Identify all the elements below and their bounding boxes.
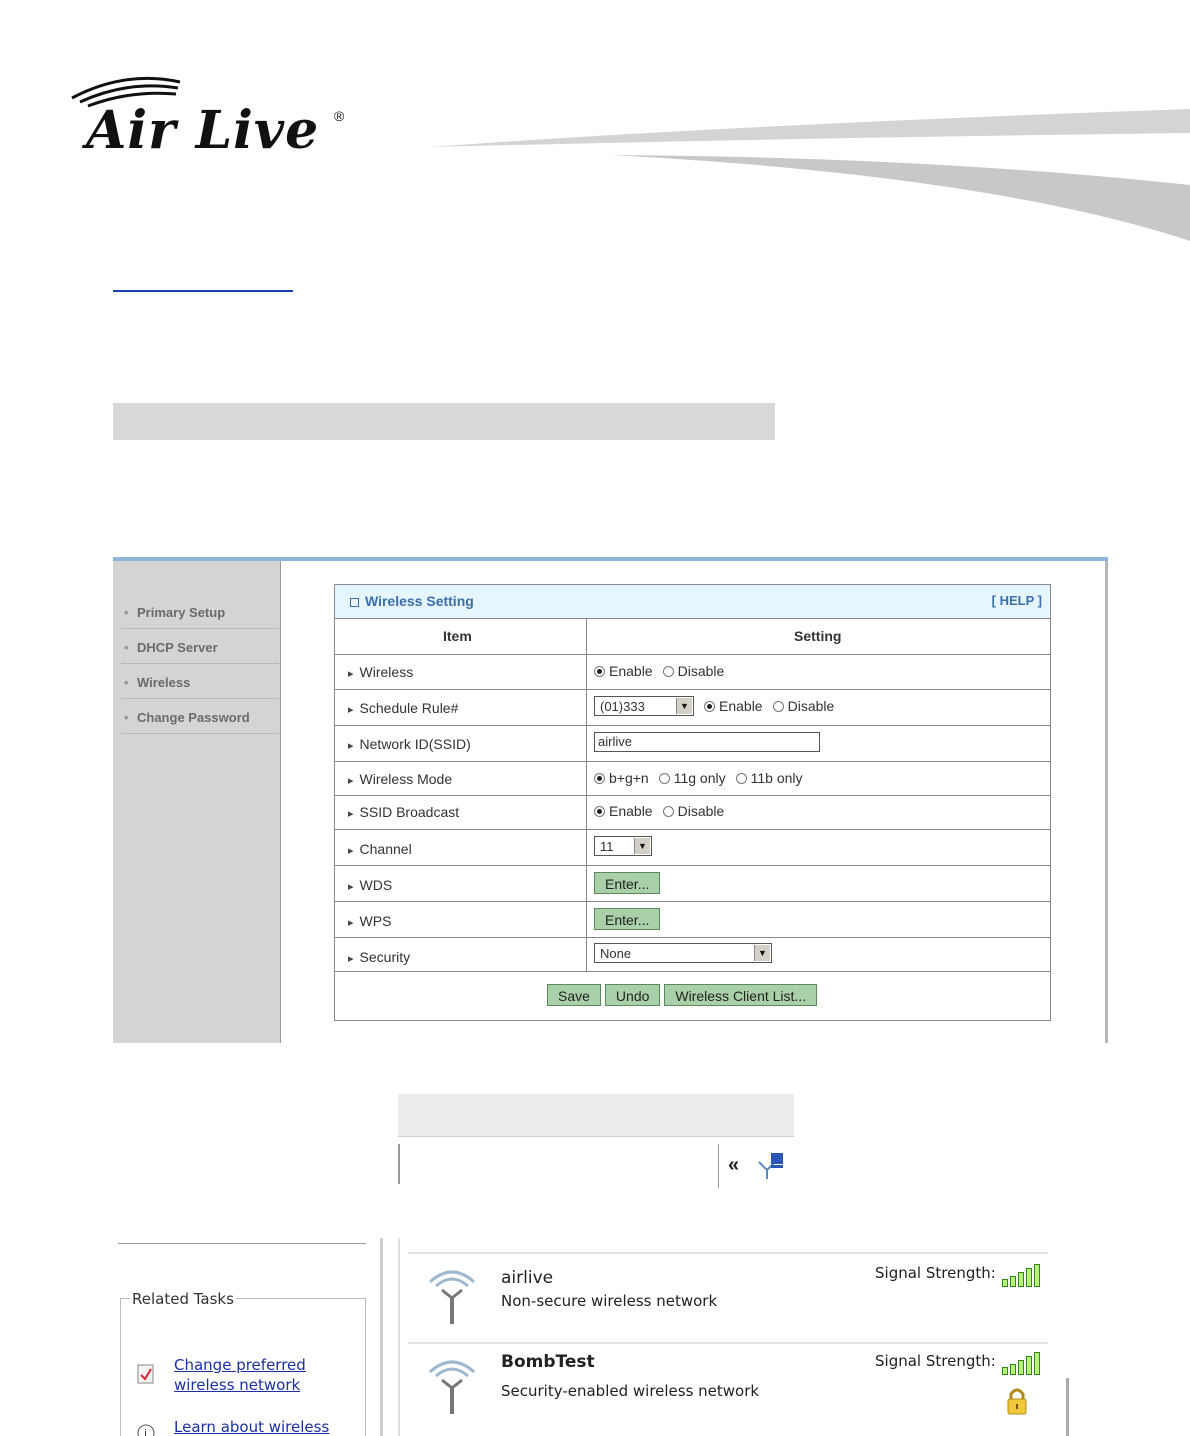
help-link[interactable]: [ HELP ] — [991, 593, 1042, 608]
channel-select[interactable] — [594, 836, 652, 856]
table-row — [335, 829, 1050, 866]
panel-header — [335, 585, 1050, 619]
schedule-controls — [594, 696, 834, 716]
wireless-disable-radio[interactable] — [663, 666, 674, 677]
signal-bar — [1010, 1364, 1016, 1375]
network-name: BombTest — [501, 1352, 595, 1372]
security-control — [594, 943, 772, 963]
signal-strength-label: Signal Strength: — [875, 1352, 996, 1370]
wireless-client-list-button[interactable]: Wireless Client List... — [664, 984, 817, 1006]
table-row — [335, 865, 1050, 902]
pane-splitter — [380, 1238, 383, 1436]
scrollbar-edge[interactable] — [1066, 1378, 1069, 1436]
wps-control — [594, 908, 660, 930]
header-swoosh-graphic — [430, 105, 1190, 245]
pane-top-line — [118, 1243, 366, 1244]
broadcast-radio-group — [594, 803, 724, 819]
wireless-disable-label: Disable — [677, 663, 725, 679]
signal-bar — [1010, 1276, 1016, 1287]
schedule-disable-radio[interactable] — [773, 701, 784, 712]
row-label-ssid: ▸ Network ID(SSID) — [348, 736, 471, 752]
security-lock-icon — [1006, 1386, 1028, 1416]
broadcast-disable-label: Disable — [677, 803, 725, 819]
router-right-border — [1105, 561, 1108, 1043]
row-label-wireless: ▸ Wireless — [348, 664, 413, 680]
panel-square-icon — [350, 598, 359, 607]
table-row — [335, 689, 1050, 726]
network-name: airlive — [501, 1268, 554, 1288]
broadcast-enable-radio[interactable] — [594, 806, 605, 817]
signal-bar — [1026, 1268, 1032, 1287]
table-row — [335, 795, 1050, 830]
info-icon — [136, 1422, 156, 1436]
mode-11g-label: 11g only — [673, 770, 726, 786]
registered-mark: ® — [334, 108, 345, 124]
wps-enter-button[interactable]: Enter... — [594, 908, 660, 930]
table-row — [335, 901, 1050, 938]
wireless-network-tray-icon[interactable] — [757, 1152, 787, 1180]
wireless-antenna-icon — [426, 1354, 478, 1416]
router-sidebar — [113, 561, 281, 1043]
wireless-enable-radio[interactable] — [594, 666, 605, 677]
broadcast-enable-label: Enable — [609, 803, 653, 819]
sidebar-item-change-password[interactable]: • Change Password — [121, 701, 279, 734]
schedule-disable-label: Disable — [787, 698, 835, 714]
network-item-bombtest[interactable] — [408, 1342, 1048, 1436]
change-preferred-network-icon — [136, 1363, 156, 1385]
sidebar-item-primary-setup[interactable]: • Primary Setup — [121, 596, 279, 629]
signal-bar — [1018, 1360, 1024, 1375]
row-label-channel: ▸ Channel — [348, 841, 412, 857]
ssid-input[interactable]: airlive — [594, 732, 820, 752]
related-tasks-title: Related Tasks — [132, 1290, 234, 1308]
channel-value: 11 — [600, 838, 614, 854]
taskbar-left-edge — [398, 1144, 400, 1184]
task-link-line: Change preferred — [174, 1356, 306, 1374]
table-row — [335, 937, 1050, 972]
row-label-schedule-rule: ▸ Schedule Rule# — [348, 700, 458, 716]
system-tray — [718, 1144, 794, 1188]
mode-11b-radio[interactable] — [736, 773, 747, 784]
network-description: Non-secure wireless network — [501, 1292, 718, 1310]
svg-text:i: i — [144, 1427, 148, 1436]
related-tasks-pane — [118, 1238, 366, 1436]
task-link-line: wireless network — [174, 1376, 301, 1394]
panel-title: Wireless Setting — [365, 593, 474, 609]
signal-bar — [1002, 1367, 1008, 1375]
network-description: Security-enabled wireless network — [501, 1382, 760, 1400]
schedule-rule-value: (01)333 — [600, 698, 645, 714]
wds-enter-button[interactable]: Enter... — [594, 872, 660, 894]
dropdown-arrow-icon: ▼ — [676, 698, 692, 714]
wireless-enable-label: Enable — [609, 663, 653, 679]
undo-button[interactable]: Undo — [605, 984, 660, 1006]
wds-control — [594, 872, 660, 894]
mode-bgn-radio[interactable] — [594, 773, 605, 784]
security-select[interactable] — [594, 943, 772, 963]
signal-bar — [1002, 1279, 1008, 1287]
signal-bar — [1018, 1272, 1024, 1287]
row-label-wps: ▸ WPS — [348, 913, 391, 929]
mode-11b-label: 11b only — [750, 770, 803, 786]
signal-bar — [1034, 1264, 1040, 1287]
action-buttons — [547, 984, 817, 1006]
tray-expand-chevron[interactable]: « — [728, 1154, 740, 1176]
wireless-radio-group — [594, 663, 724, 679]
row-label-ssid-broadcast: ▸ SSID Broadcast — [348, 804, 459, 820]
table-row — [335, 654, 1050, 690]
row-label-wds: ▸ WDS — [348, 877, 392, 893]
broadcast-disable-radio[interactable] — [663, 806, 674, 817]
column-header-setting: Setting — [794, 628, 842, 644]
change-preferred-network-link[interactable] — [174, 1355, 306, 1395]
network-list-pane — [402, 1238, 1074, 1436]
schedule-rule-select[interactable] — [594, 696, 694, 716]
security-value: None — [600, 945, 632, 961]
taskbar-divider — [398, 1136, 794, 1137]
router-settings-screenshot — [113, 557, 1108, 1043]
ssid-control — [594, 732, 820, 752]
mode-11g-radio[interactable] — [659, 773, 670, 784]
taskbar-top-band — [398, 1094, 794, 1136]
table-row — [335, 725, 1050, 762]
signal-bar — [1026, 1356, 1032, 1375]
table-row — [335, 761, 1050, 796]
taskbar-screenshot — [398, 1094, 794, 1188]
schedule-enable-radio[interactable] — [704, 701, 715, 712]
network-item-airlive[interactable] — [408, 1252, 1048, 1338]
channel-control — [594, 836, 652, 856]
link-underline — [113, 290, 293, 292]
save-button[interactable]: Save — [547, 984, 601, 1006]
table-header-row — [335, 618, 1050, 655]
wireless-antenna-icon — [426, 1264, 478, 1326]
learn-about-wireless-link[interactable]: Learn about wireless — [174, 1418, 330, 1436]
section-heading-bar — [113, 403, 775, 440]
brand-logo: Air Live — [86, 100, 320, 161]
signal-strength-bars-icon — [1002, 1352, 1040, 1375]
column-header-item: Item — [443, 628, 472, 644]
row-label-wireless-mode: ▸ Wireless Mode — [348, 771, 452, 787]
dropdown-arrow-icon: ▼ — [634, 838, 650, 854]
pane-splitter-edge — [398, 1238, 400, 1436]
sidebar-item-wireless[interactable]: • Wireless — [121, 666, 279, 699]
schedule-enable-label: Enable — [719, 698, 763, 714]
signal-strength-label: Signal Strength: — [875, 1264, 996, 1282]
signal-strength-bars-icon — [1002, 1264, 1040, 1287]
wireless-setting-panel — [334, 584, 1051, 1021]
signal-bar — [1034, 1352, 1040, 1375]
wireless-network-list-screenshot — [118, 1238, 1074, 1436]
mode-radio-group — [594, 770, 803, 786]
sidebar-item-dhcp-server[interactable]: • DHCP Server — [121, 631, 279, 664]
dropdown-arrow-icon: ▼ — [754, 945, 770, 961]
mode-bgn-label: b+g+n — [609, 770, 649, 786]
row-label-security: ▸ Security — [348, 949, 410, 965]
